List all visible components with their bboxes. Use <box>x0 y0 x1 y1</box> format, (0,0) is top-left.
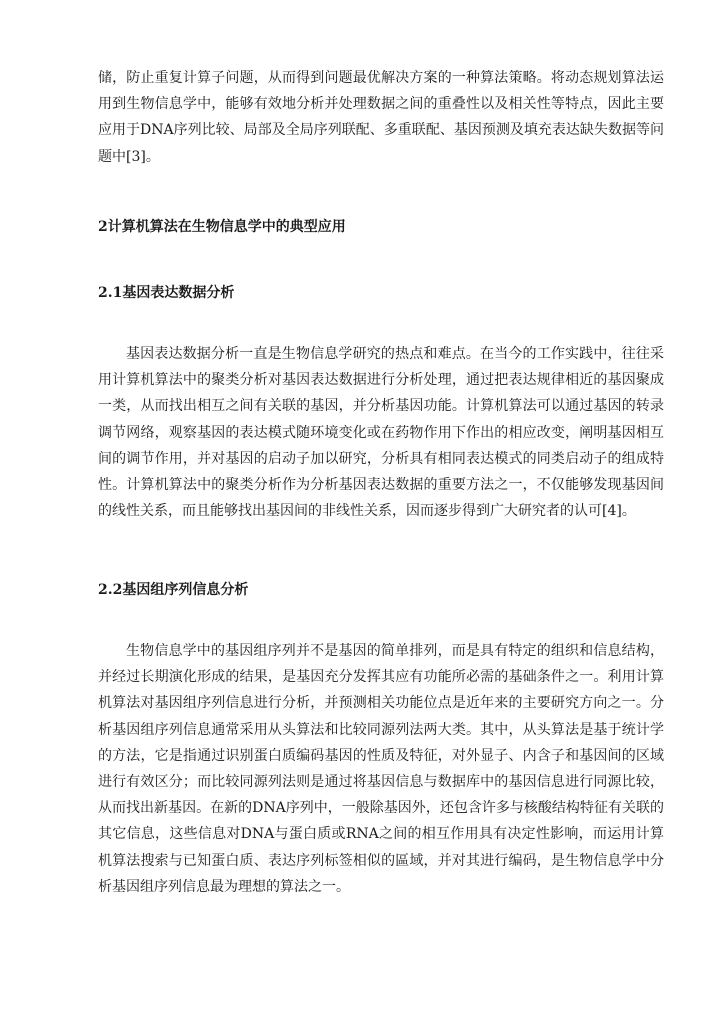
section-heading-2-1: 2.1基因表达数据分析 <box>98 285 235 301</box>
section-heading-2-2: 2.2基因组序列信息分析 <box>98 582 249 598</box>
section-heading-2: 2计算机算法在生物信息学中的典型应用 <box>98 219 346 235</box>
intro-continuation-paragraph: 储，防止重复计算子问题，从而得到问题最优解决方案的一种算法策略。将动态规划算法运用到生物信息学中，能够有效地分析并处理数据之间的重叠性以及相关性等特点，因此主要应用于DNA序列比较、局部及全局序列联配、多重联配、基因预测及填充表达缺失数据等问题中[3]。 <box>98 70 664 165</box>
genome-sequence-paragraph: 生物信息学中的基因组序列并不是基因的简单排列，而是具有特定的组织和信息结构，并经过长期演化形成的结果，是基因充分发挥其应有功能所必需的基础条件之一。利用计算机算法对基因组序列信息进行分析，并预测相关功能位点是近年来的主要研究方向之一。分析基因组序列信息通常采用从头算法和比较同源列法两大类。其中，从头算法是基于统计学的方法，它是指通过识别蛋白质编码基因的性质及特征，对外显子、内含子和基因间的区域进行有效区分；而比较同源列法则是通过将基因信息与数据库中的基因信息进行同源比较，从而找出新基因。在新的DNA序列中，一般除基因外，还包含许多与核酸结构特征有关联的其它信息，这些信息对DNA与蛋白质或RNA之间的相互作用具有决定性影响，而运用计算机算法搜索与已知蛋白质、表达序列标签相似的區域，并对其进行编码，是生物信息学中分析基因组序列信息最为理想的算法之一。 <box>98 643 664 895</box>
gene-expression-paragraph: 基因表达数据分析一直是生物信息学研究的热点和难点。在当今的工作实践中，往往采用计算机算法中的聚类分析对基因表达数据进行分析处理，通过把表达规律相近的基因聚成一类，从而找出相互之间有关联的基因，并分析基因功能。计算机算法可以通过基因的转录调节网络，观察基因的表达模式随环境变化或在药物作用下作出的相应改变，阐明基因相互间的调节作用，并对基因的启动子加以研究，分析具有相同表达模式的同类启动子的组成特性。计算机算法中的聚类分析作为分析基因表达数据的重要方法之一，不仅能够发现基因间的线性关系，而且能够找出基因间的非线性关系，因而逐步得到广大研究者的认可[4]。 <box>98 346 664 520</box>
